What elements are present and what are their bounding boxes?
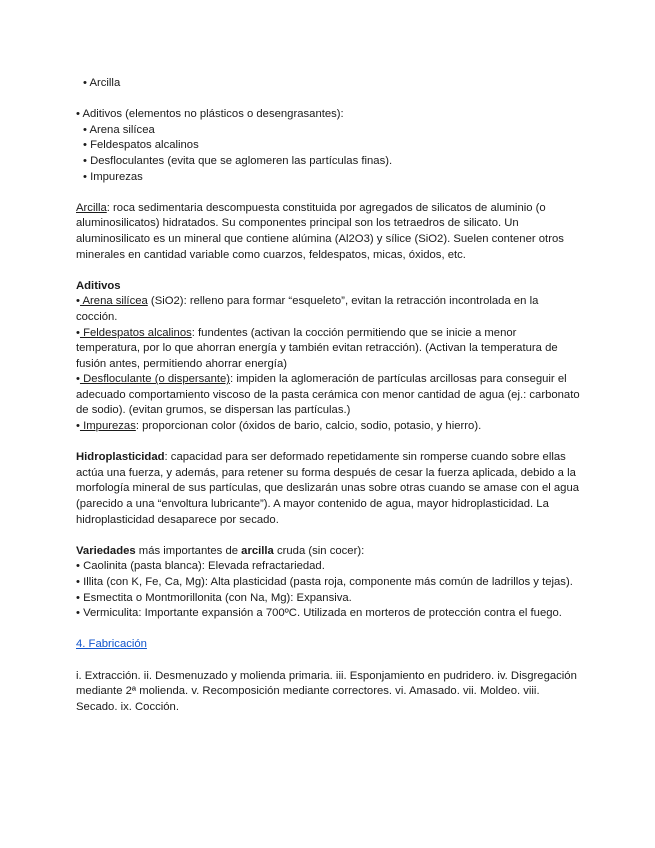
aditivo-text: : impiden la aglomeración de partículas arcillosas para conseguir el adecuado comportamiento viscoso de la pasta cerámica con menor cantidad de agua (ej.: carbonato de sodio). (evitan grumos, se dispersan las partículas.) [76,373,580,417]
aditivo-item [76,326,581,373]
variedades-tail: cruda (sin cocer): [273,544,365,557]
aditivo-term: Feldespatos alcalinos [79,326,192,339]
aditivo-term: Impurezas [79,420,136,433]
aditivos-heading-text: Aditivos [76,279,121,292]
hidroplasticidad-term: Hidroplasticidad [76,451,165,464]
fabricacion-heading [76,637,581,653]
aditivos-heading [76,279,581,295]
list-item: • Impurezas [83,170,143,183]
aditivo-item [76,294,581,325]
arcilla-definition [76,201,581,263]
variedad-item: • Illita (con K, Fe, Ca, Mg): Alta plasticidad (pasta roja, componente más común de ladrillos y tejas). [76,576,573,588]
aditivos-list-heading: • Aditivos (elementos no plásticos o desengrasantes): [76,108,344,121]
bullet: • [76,373,80,386]
fabricacion-link[interactable]: 4. Fabricación [76,638,147,651]
variedad-item: • Esmectita o Montmorillonita (con Na, Mg): Expansiva. [76,591,352,604]
arcilla-term: Arcilla [76,201,107,214]
variedad-item: • Caolinita (pasta blanca): Elevada refractariedad. [76,560,325,573]
aditivo-text: : fundentes (activan la cocción permitiendo que se inicie a menor temperatura, por lo que ahorran energía y también evitan retracción). (Activan la temperatura de fusión antes, permitiendo ahorrar energía) [76,326,558,370]
list-item: • Desfloculantes (evita que se aglomeren las partículas finas). [83,154,393,167]
hidroplasticidad-definition [76,450,581,528]
arcilla-term-bold: arcilla [241,544,274,557]
aditivo-item [76,419,581,435]
variedad-item: • Vermiculita: Importante expansión a 700ºC. Utilizada en morteros de protección contra el fuego. [76,607,562,620]
aditivo-term: Arena silícea [79,295,148,308]
bullet-item-arcilla: • Arcilla [83,77,121,89]
list-item: • Arena silícea [83,123,155,136]
bullet: • [76,326,80,339]
variedades-heading [76,544,581,560]
document-page [76,76,581,715]
bullet: • [76,295,80,308]
aditivo-item [76,372,581,419]
aditivo-term: Desfloculante (o dispersante) [79,373,231,386]
arcilla-text: : roca sedimentaria descompuesta constituida por agregados de silicatos de aluminio (o aluminosilicatos) hidratados. Su componentes principal son los tetraedros de silicato. Un aluminosilicato es un mineral que contiene alúmina (Al2O3) y sílice (SiO2). Suelen contener otros minerales en cantidad variable como cuarzos, feldespatos, micas, óxidos, etc. [76,201,564,261]
hidroplasticidad-text: : capacidad para ser deformado repetidamente sin romperse cuando sobre ellas actúa una fuerza, y además, para retener su forma después de cesar la fuerza aplicada, debido a la morfología mineral de sus partículas, que deslizarán unas sobre otras cuando se amase con el agua (parecido a una “envoltura lubricante”). A mayor contenido de agua, mayor hidroplasticidad. La hidroplasticidad desaparece por secado. [76,451,580,526]
variedades-mid: más importantes de [135,544,242,557]
aditivo-text: : proporcionan color (óxidos de bario, calcio, sodio, potasio, y hierro). [135,420,482,433]
aditivo-text: (SiO2): relleno para formar “esqueleto”, evitan la retracción incontrolada en la cocción. [76,295,539,323]
bullet: • [76,420,80,433]
list-item: • Feldespatos alcalinos [83,139,199,152]
variedades-term: Variedades [76,544,136,557]
fabricacion-steps: i. Extracción. ii. Desmenuzado y molienda primaria. iii. Esponjamiento en pudridero. iv. Disgregación mediante 2ª molienda. v. Recomposición mediante correctores. vi. Amasado. vii. Moldeo. viii. Secado. ix. Cocción. [76,669,577,713]
